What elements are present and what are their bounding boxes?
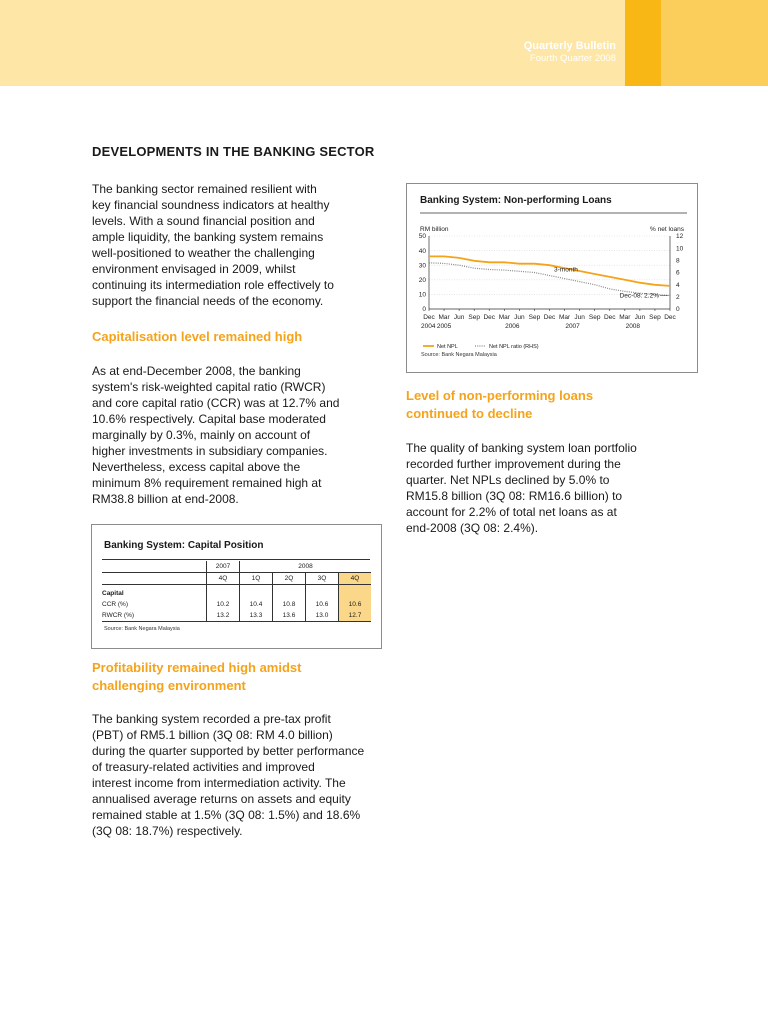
y-tick-label-right: 0 bbox=[676, 306, 680, 314]
table-corner bbox=[102, 573, 207, 585]
y-tick-label-left: 10 bbox=[418, 291, 426, 299]
table-cell: 13.2 bbox=[207, 610, 240, 622]
profit-line: The banking system recorded a pre-tax profit bbox=[92, 712, 331, 726]
x-tick-label: Sep bbox=[588, 314, 601, 321]
table-cell: 10.2 bbox=[207, 599, 240, 610]
intro-line: The banking sector remained resilient with bbox=[92, 182, 317, 196]
table-cell bbox=[306, 585, 339, 600]
header-text bbox=[524, 40, 616, 65]
profit-line: of treasury-related activities and improved bbox=[92, 760, 315, 774]
intro-paragraph bbox=[92, 181, 334, 309]
row-label: RWCR (%) bbox=[102, 612, 135, 619]
y-tick-label-right: 8 bbox=[676, 257, 680, 265]
banner-accent-light bbox=[661, 0, 768, 86]
intro-line: well-positioned to weather the challenging bbox=[92, 246, 315, 260]
table-corner bbox=[102, 561, 207, 573]
x-tick-label: Dec bbox=[423, 314, 435, 321]
table-cell bbox=[273, 585, 306, 600]
intro-line: key financial soundness indicators at healthy bbox=[92, 198, 330, 212]
banner-accent-dark bbox=[625, 0, 661, 86]
npl-line: quarter. Net NPLs declined by 5.0% to bbox=[406, 473, 610, 487]
table-cell-highlighted: 12.7 bbox=[339, 610, 372, 622]
capital-line: Nevertheless, excess capital above the bbox=[92, 460, 301, 474]
y-tick-label-right: 12 bbox=[676, 233, 684, 241]
x-tick-label: Dec bbox=[543, 314, 556, 321]
capital-line: 10.6% respectively. Capital base moderated bbox=[92, 412, 326, 426]
capital-line: system's risk-weighted capital ratio (RWCR) bbox=[92, 380, 326, 394]
x-year-label: 2007 bbox=[565, 323, 580, 330]
x-tick-label: Sep bbox=[468, 314, 480, 321]
profit-line: annualised average returns on assets and equity bbox=[92, 792, 351, 806]
x-tick-label: Dec bbox=[603, 314, 616, 321]
y-tick-label-right: 2 bbox=[676, 294, 680, 302]
capital-line: higher investments in subsidiary companies. bbox=[92, 444, 328, 458]
capital-heading: Capitalisation level remained high bbox=[92, 329, 303, 344]
y-tick-label-right: 4 bbox=[676, 281, 680, 289]
quarter-header: 1Q bbox=[240, 573, 273, 585]
x-year-label: 2004 bbox=[421, 323, 436, 330]
capital-paragraph bbox=[92, 363, 339, 507]
table-cell: 13.0 bbox=[306, 610, 339, 622]
y-tick-label-left: 20 bbox=[418, 277, 426, 284]
profit-heading-line: Profitability remained high amidst bbox=[92, 660, 302, 675]
profit-paragraph bbox=[92, 711, 364, 839]
legend-label: Net NPL ratio (RHS) bbox=[489, 344, 539, 350]
intro-line: environment envisaged in 2009, whilst bbox=[92, 262, 296, 276]
npl-heading-line: Level of non-performing loans bbox=[406, 388, 594, 403]
y-axis-right-label: % net loans bbox=[650, 226, 684, 233]
profit-heading bbox=[92, 659, 301, 695]
profit-line: interest income from intermediation activity. The bbox=[92, 776, 346, 790]
table-row bbox=[102, 610, 371, 622]
capital-table bbox=[102, 561, 371, 622]
x-tick-label: Dec bbox=[483, 314, 496, 321]
y-tick-label-left: 0 bbox=[422, 306, 426, 314]
x-tick-label: Dec bbox=[664, 314, 676, 321]
table-cell: 13.3 bbox=[240, 610, 273, 622]
table-cell bbox=[207, 585, 240, 600]
npl-line: The quality of banking system loan portfolio bbox=[406, 441, 637, 455]
table-cell: 10.4 bbox=[240, 599, 273, 610]
x-year-label: 2006 bbox=[505, 323, 520, 330]
x-tick-label: Mar bbox=[438, 314, 450, 321]
profit-line: during the quarter supported by better performance bbox=[92, 744, 365, 758]
capital-line: minimum 8% requirement remained high at bbox=[92, 476, 322, 490]
npl-chart bbox=[406, 183, 698, 373]
table-cell bbox=[240, 585, 273, 600]
npl-line: RM15.8 billion (3Q 08: RM16.6 billion) to bbox=[406, 489, 623, 503]
y-axis-left-label: RM billion bbox=[420, 226, 449, 233]
y-tick-label-left: 50 bbox=[418, 233, 426, 241]
intro-line: support the financial needs of the economy. bbox=[92, 294, 324, 308]
year-header-2008: 2008 bbox=[240, 561, 372, 573]
npl-chart-source: Source: Bank Negara Malaysia bbox=[421, 352, 497, 358]
table-quarter-row bbox=[102, 573, 371, 585]
x-tick-label: Sep bbox=[528, 314, 541, 321]
profit-heading-line: challenging environment bbox=[92, 678, 246, 693]
x-tick-label: Jun bbox=[634, 314, 646, 321]
capital-line: marginally by 0.3%, mainly on account of bbox=[92, 428, 311, 442]
table-year-row bbox=[102, 561, 371, 573]
profit-line: (PBT) of RM5.1 billion (3Q 08: RM 4.0 billion) bbox=[92, 728, 333, 742]
intro-line: ample liquidity, the banking system remains bbox=[92, 230, 324, 244]
npl-heading bbox=[406, 387, 593, 423]
table-cell: 10.6 bbox=[306, 599, 339, 610]
x-tick-label: Jun bbox=[514, 314, 525, 321]
capital-line: and core capital ratio (CCR) was at 12.7% and bbox=[92, 396, 340, 410]
x-tick-label: Jun bbox=[574, 314, 585, 321]
table-row bbox=[102, 585, 371, 600]
y-tick-label-left: 30 bbox=[418, 262, 426, 270]
npl-paragraph bbox=[406, 440, 637, 536]
chart-annotation: Dec-08: 2.2% bbox=[619, 292, 659, 300]
intro-line: levels. With a sound financial position and bbox=[92, 214, 315, 228]
header-banner bbox=[0, 0, 768, 86]
capital-line: As at end-December 2008, the banking bbox=[92, 364, 301, 378]
header-title: Quarterly Bulletin bbox=[523, 40, 616, 52]
table-cell: 13.6 bbox=[273, 610, 306, 622]
table-row bbox=[102, 599, 371, 610]
row-group-label: Capital bbox=[102, 590, 124, 597]
quarter-header: 3Q bbox=[306, 573, 339, 585]
capital-table-source: Source: Bank Negara Malaysia bbox=[104, 626, 180, 632]
quarter-header: 4Q bbox=[207, 573, 240, 585]
x-year-label: 2008 bbox=[625, 323, 641, 330]
section-title: DEVELOPMENTS IN THE BANKING SECTOR bbox=[92, 144, 375, 159]
profit-line: remained stable at 1.5% (3Q 08: 1.5%) and 18.6% bbox=[92, 808, 361, 822]
npl-line: account for 2.2% of total net loans as at bbox=[406, 505, 617, 519]
npl-line: recorded further improvement during the bbox=[406, 457, 621, 471]
capital-line: RM38.8 billion at end-2008. bbox=[92, 492, 239, 506]
x-tick-label: Mar bbox=[558, 314, 571, 321]
x-tick-label: Mar bbox=[619, 314, 631, 321]
table-cell bbox=[339, 585, 372, 600]
x-tick-label: Mar bbox=[498, 314, 510, 321]
y-tick-label-left: 40 bbox=[418, 247, 426, 255]
npl-chart-title: Banking System: Non-performing Loans bbox=[420, 195, 612, 206]
profit-line: (3Q 08: 18.7%) respectively. bbox=[92, 824, 243, 838]
y-tick-label-right: 6 bbox=[676, 269, 680, 277]
quarter-header-highlighted: 4Q bbox=[339, 573, 372, 585]
year-header-2007: 2007 bbox=[207, 561, 240, 573]
x-tick-label: Sep bbox=[649, 314, 661, 321]
series-line-net-npl bbox=[429, 256, 670, 286]
header-subtitle: Fourth Quarter 2008 bbox=[529, 53, 616, 64]
table-cell-highlighted: 10.6 bbox=[339, 599, 372, 610]
y-tick-label-right: 10 bbox=[676, 245, 684, 253]
legend-label: Net NPL bbox=[437, 344, 458, 350]
x-tick-label: Jun bbox=[453, 314, 465, 321]
row-label: CCR (%) bbox=[102, 601, 128, 608]
intro-line: continuing its intermediation role effectively to bbox=[92, 278, 334, 292]
table-cell: 10.8 bbox=[273, 599, 306, 610]
capital-table-title: Banking System: Capital Position bbox=[104, 540, 264, 551]
x-year-label: 2005 bbox=[436, 323, 452, 330]
series-line-npl-ratio bbox=[429, 263, 670, 296]
chart-annotation: 3-month bbox=[554, 266, 578, 274]
npl-line: end-2008 (3Q 08: 2.4%). bbox=[406, 521, 539, 535]
quarter-header: 2Q bbox=[273, 573, 306, 585]
npl-heading-line: continued to decline bbox=[406, 406, 533, 421]
